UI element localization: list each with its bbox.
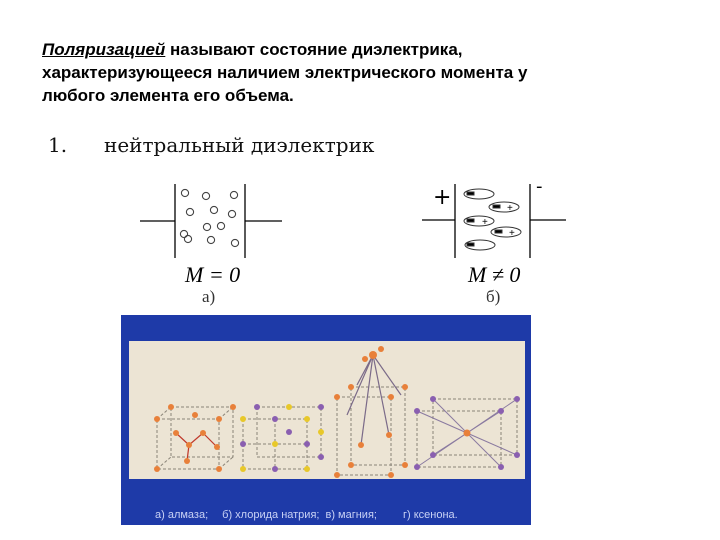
formula-b: M ≠ 0 — [468, 262, 521, 287]
caption-b: б) — [486, 287, 501, 306]
definition-line-3: любого элемента его объема. — [42, 86, 294, 105]
diagram-a-neutral-dielectric — [138, 180, 288, 262]
neutral-atom — [228, 210, 235, 217]
dipoles — [464, 189, 521, 250]
neutral-atom — [184, 235, 191, 242]
dipole — [464, 189, 494, 199]
dipole — [491, 227, 521, 239]
neutral-atom — [210, 206, 217, 213]
definition-text — [42, 38, 642, 107]
neutral-atom — [186, 208, 193, 215]
dipole — [489, 202, 519, 214]
dipole-plus: + — [507, 203, 513, 214]
neutral-atom — [231, 239, 238, 246]
plate-minus-sign: - — [536, 178, 543, 197]
crystal-lattices-caption — [121, 509, 531, 521]
term-polarization: Поляризацией — [42, 40, 166, 59]
neutral-atoms — [180, 189, 238, 246]
section-number: 1. — [48, 133, 68, 157]
section-heading — [48, 133, 374, 157]
neutral-atom — [203, 223, 210, 230]
section-title: нейтральный диэлектрик — [104, 133, 375, 157]
dipole-plus: + — [509, 228, 515, 239]
caption-diamond: а) алмаза; — [155, 509, 209, 521]
crystal-lattices-image — [121, 315, 531, 525]
dipole — [465, 240, 495, 250]
dipole — [464, 216, 494, 228]
caption-xenon: г) ксенона. — [402, 509, 458, 521]
neutral-atom — [230, 191, 237, 198]
dipole-plus: + — [482, 217, 488, 228]
caption-a: а) — [202, 287, 216, 306]
definition-line-1-rest: называют состояние диэлектрика, — [165, 40, 463, 59]
diagram-b-polarized-dielectric — [420, 178, 580, 262]
neutral-atom — [207, 236, 214, 243]
paper-area — [129, 341, 525, 479]
caption-nacl: б) хлорида натрия; — [222, 509, 320, 521]
neutral-atom — [181, 189, 188, 196]
formula-a: M = 0 — [185, 262, 241, 287]
crystal-lattices-drawing — [121, 315, 531, 525]
neutral-atom — [180, 230, 187, 237]
neutral-atom — [217, 222, 224, 229]
definition-line-2: характеризующееся наличием электрического момента у — [42, 63, 528, 82]
definition-line-1 — [42, 38, 642, 61]
plate-plus-sign: + — [433, 185, 452, 210]
caption-magnesium: в) магния; — [325, 509, 377, 521]
neutral-atom — [202, 192, 209, 199]
